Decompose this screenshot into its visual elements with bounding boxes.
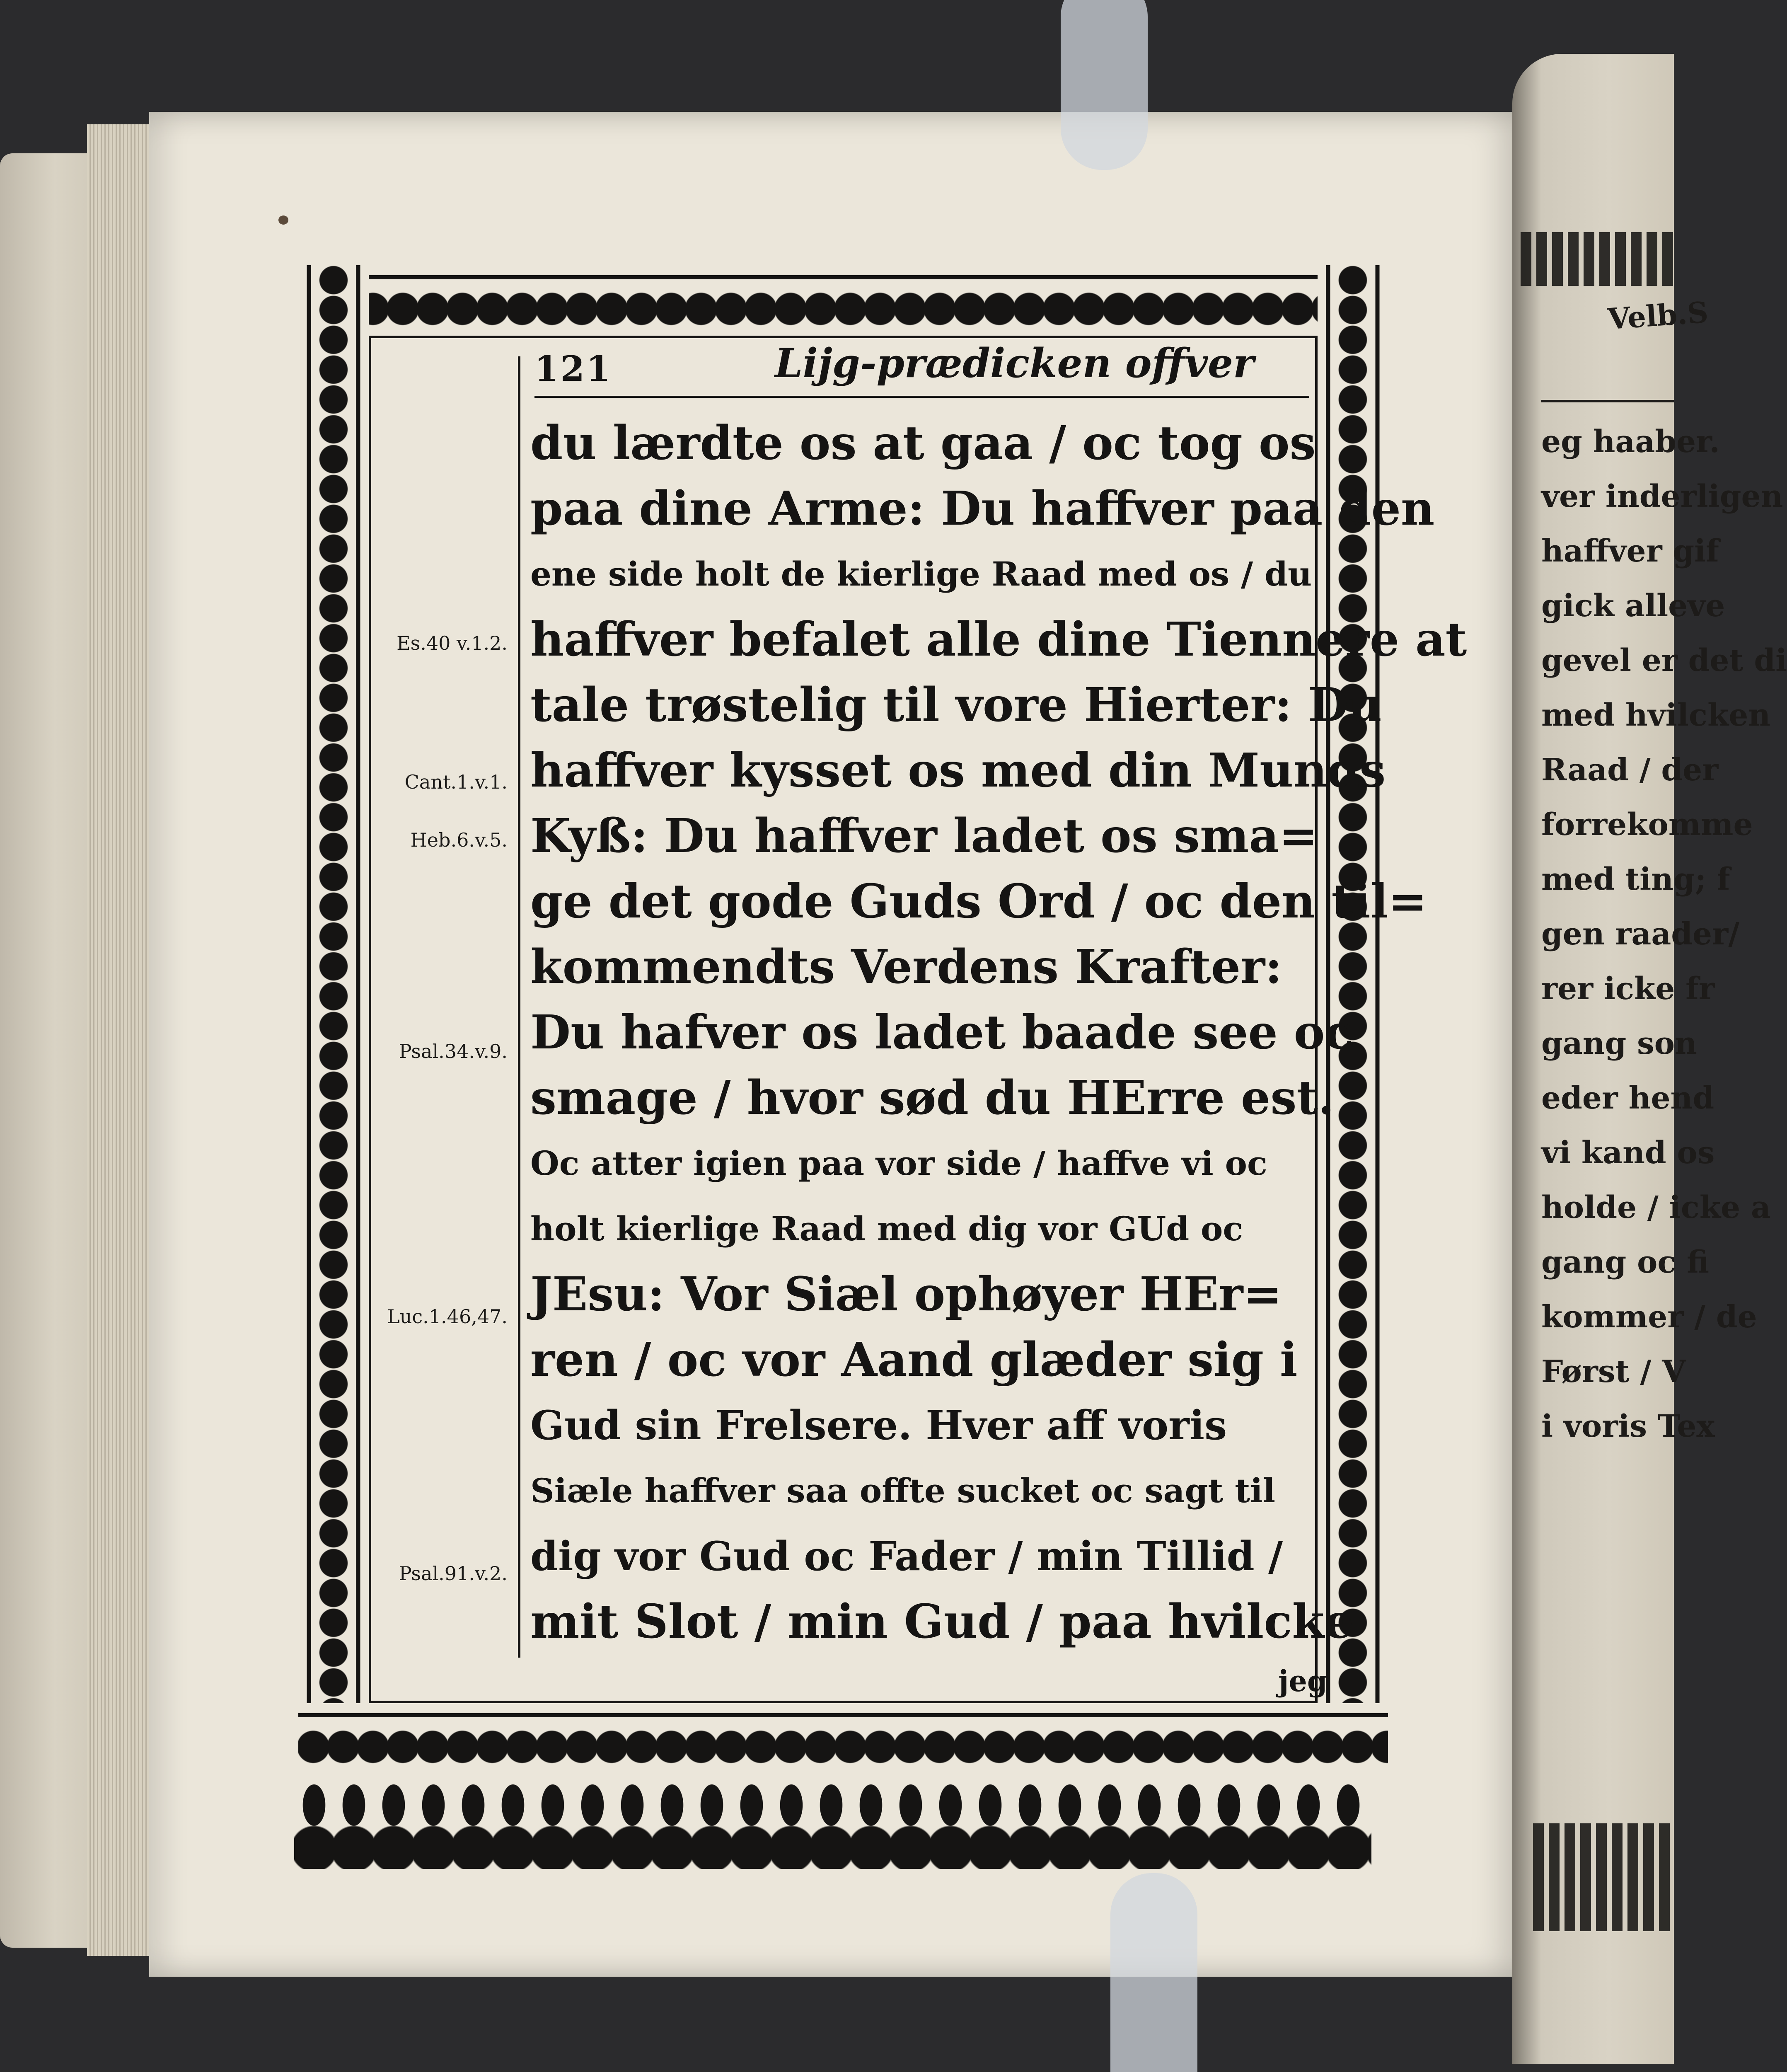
text-line: Oc atter igien paa vor side / haffve vi oc xyxy=(530,1144,1267,1183)
facing-text-line: vi kand os xyxy=(1541,1135,1715,1171)
facing-text-line: gen raader/ xyxy=(1541,916,1740,952)
page-clip-bottom xyxy=(1110,1873,1197,2072)
facing-text-line: Raad / der xyxy=(1541,752,1719,788)
running-head: Lijg-prædicken offver xyxy=(775,340,1254,387)
facing-text-line: kommer / de xyxy=(1541,1299,1757,1335)
facing-text-line: med ting; f xyxy=(1541,862,1730,897)
facing-page-header-rule xyxy=(1541,400,1674,402)
facing-page-running-head: Velb.S xyxy=(1606,295,1710,336)
facing-text-line: rer icke fr xyxy=(1541,971,1715,1007)
text-line: Du hafver os ladet baade see oc xyxy=(530,1005,1353,1060)
facing-text-line: forrekomme xyxy=(1541,807,1753,842)
text-line: tale trøstelig til vore Hierter: Du xyxy=(530,678,1382,732)
text-line: ge det gode Guds Ord / oc den til= xyxy=(530,874,1427,929)
margin-note: Psal.91.v.2. xyxy=(399,1562,508,1585)
text-line: mit Slot / min Gud / paa hvilcke xyxy=(530,1594,1354,1649)
ornament-footer-band xyxy=(294,1778,1371,1869)
facing-text-line: haffver gif xyxy=(1541,533,1719,569)
margin-note: Psal.34.v.9. xyxy=(399,1040,508,1063)
text-line: ene side holt de kierlige Raad med os / du xyxy=(530,554,1312,593)
facing-text-line: med hvilcken xyxy=(1541,697,1771,733)
page-clip-top xyxy=(1061,0,1148,170)
text-line: haffver befalet alle dine Tiennere at xyxy=(530,612,1467,667)
text-line: Siæle haffver saa offte sucket oc sagt til xyxy=(530,1471,1275,1510)
facing-text-line: gang son xyxy=(1541,1026,1697,1061)
page-number: 121 xyxy=(534,348,612,389)
facing-text-line: i voris Tex xyxy=(1541,1409,1715,1444)
text-line: haffver kysset os med din Munds xyxy=(530,743,1386,798)
text-line: Kyß: Du haffver ladet os sma= xyxy=(530,808,1318,863)
facing-text-line: ver inderligen xyxy=(1541,479,1783,514)
margin-note: Es.40 v.1.2. xyxy=(397,632,508,654)
margin-column-rule xyxy=(518,356,520,1658)
text-line: ren / oc vor Aand glæder sig i xyxy=(530,1332,1298,1387)
margin-note: Cant.1.v.1. xyxy=(404,771,508,793)
margin-note: Luc.1.46,47. xyxy=(387,1305,508,1328)
ink-spot xyxy=(278,215,288,225)
facing-page-ornament-bottom xyxy=(1533,1823,1674,1931)
text-line: Gud sin Frelsere. Hver aff voris xyxy=(530,1402,1227,1449)
margin-note: Heb.6.v.5. xyxy=(410,829,508,851)
facing-page-ornament-top xyxy=(1521,232,1674,286)
facing-text-line: Først / V xyxy=(1541,1354,1686,1389)
text-line: kommendts Verdens Krafter: xyxy=(530,939,1282,994)
ornament-border-bottom xyxy=(298,1703,1388,1774)
ornament-border-top xyxy=(298,265,1388,336)
header-rule xyxy=(534,396,1309,398)
text-line: du lærdte os at gaa / oc tog os xyxy=(530,416,1316,470)
facing-text-line: gevel er det di xyxy=(1541,643,1787,678)
facing-text-line: holde / icke a xyxy=(1541,1190,1771,1225)
body-text xyxy=(530,410,1467,1654)
catchword: jeg xyxy=(1278,1664,1328,1698)
text-line: smage / hvor sød du HErre est. xyxy=(530,1070,1335,1125)
facing-text-line: gang oc fi xyxy=(1541,1244,1709,1280)
text-line: holt kierlige Raad med dig vor GUd oc xyxy=(530,1209,1243,1248)
text-line: dig vor Gud oc Fader / min Tillid / xyxy=(530,1532,1283,1580)
text-line: JEsu: Vor Siæl ophøyer HEr= xyxy=(530,1267,1282,1322)
facing-text-line: eg haaber. xyxy=(1541,424,1720,460)
facing-text-line: gick alleve xyxy=(1541,588,1725,624)
ornament-border-left xyxy=(298,265,369,1774)
text-line: paa dine Arme: Du haffver paa den xyxy=(530,481,1435,536)
facing-text-line: eder hend xyxy=(1541,1080,1714,1116)
facing-page-text xyxy=(1541,414,1787,1454)
